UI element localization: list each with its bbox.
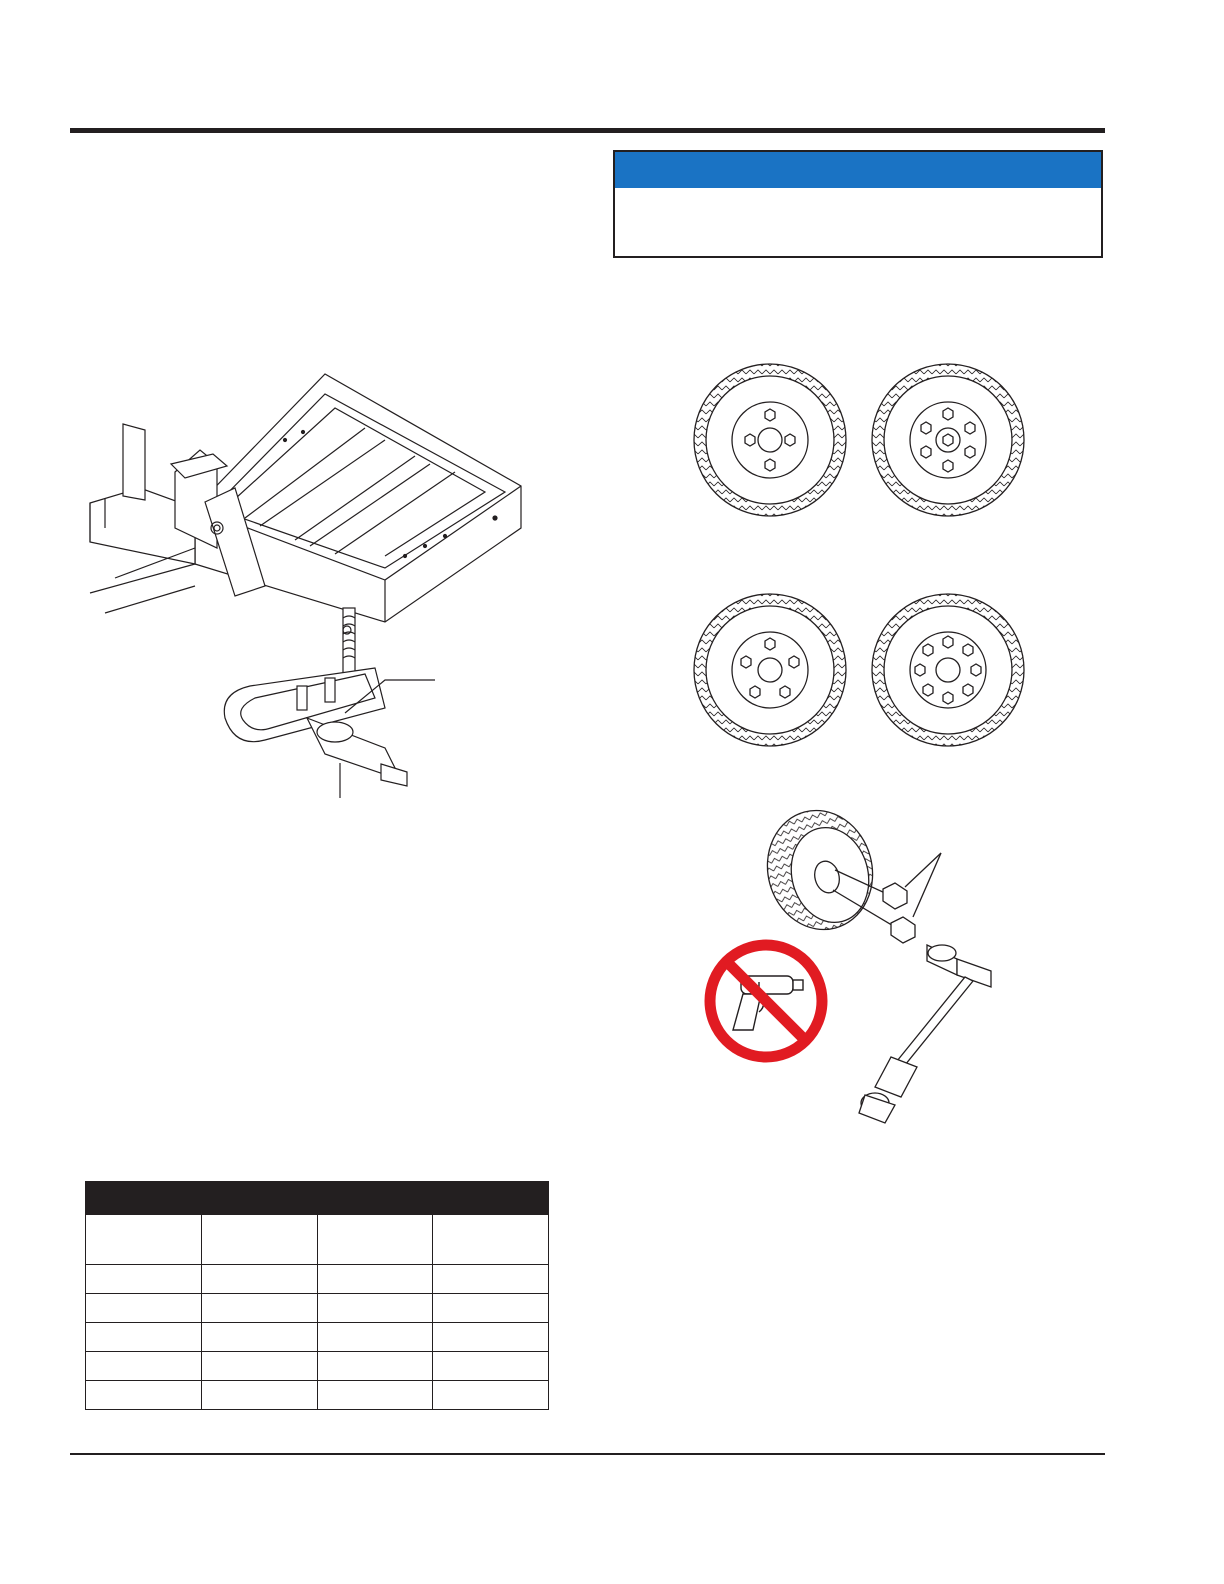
table-cell (86, 1323, 202, 1352)
notice-header (615, 152, 1101, 188)
table-cell (86, 1294, 202, 1323)
axle-frame-illustration (85, 368, 535, 800)
table-row (86, 1323, 549, 1352)
table-cell (433, 1294, 549, 1323)
table-subheader-cell (433, 1215, 549, 1265)
wheel-6-lug (872, 364, 1024, 516)
table-cell (201, 1294, 317, 1323)
table-subheader-cell (317, 1215, 433, 1265)
table-cell (201, 1323, 317, 1352)
notice-box (613, 150, 1103, 258)
top-rule (70, 128, 1105, 133)
table-cell (86, 1352, 202, 1381)
table-cell (317, 1294, 433, 1323)
table-cell (317, 1352, 433, 1381)
table-cell (86, 1265, 202, 1294)
table-cell (317, 1323, 433, 1352)
wheel-4-lug (694, 364, 846, 516)
no-impact-gun-icon (703, 938, 829, 1064)
table-subheader-row (86, 1215, 549, 1265)
table-row (86, 1352, 549, 1381)
table-header-cell (201, 1182, 317, 1215)
table-header-cell (317, 1182, 433, 1215)
notice-body (615, 188, 1101, 216)
table-cell (201, 1381, 317, 1410)
lug-pattern-illustrations (690, 355, 1040, 755)
spec-table (85, 1181, 549, 1410)
table-header-cell (86, 1182, 202, 1215)
table-cell (433, 1323, 549, 1352)
table-cell (317, 1265, 433, 1294)
table-cell (433, 1381, 549, 1410)
table-cell (86, 1381, 202, 1410)
table-row (86, 1381, 549, 1410)
table-cell (201, 1352, 317, 1381)
bottom-rule (70, 1453, 1105, 1455)
wheel-8-lug (872, 594, 1024, 746)
table-cell (201, 1265, 317, 1294)
table-header-row (86, 1182, 549, 1215)
wheel-5-lug (694, 594, 846, 746)
table-cell (317, 1381, 433, 1410)
table-row (86, 1294, 549, 1323)
table-row (86, 1265, 549, 1294)
table-subheader-cell (201, 1215, 317, 1265)
table-cell (433, 1352, 549, 1381)
table-subheader-cell (86, 1215, 202, 1265)
table-header-cell (433, 1182, 549, 1215)
table-cell (433, 1265, 549, 1294)
